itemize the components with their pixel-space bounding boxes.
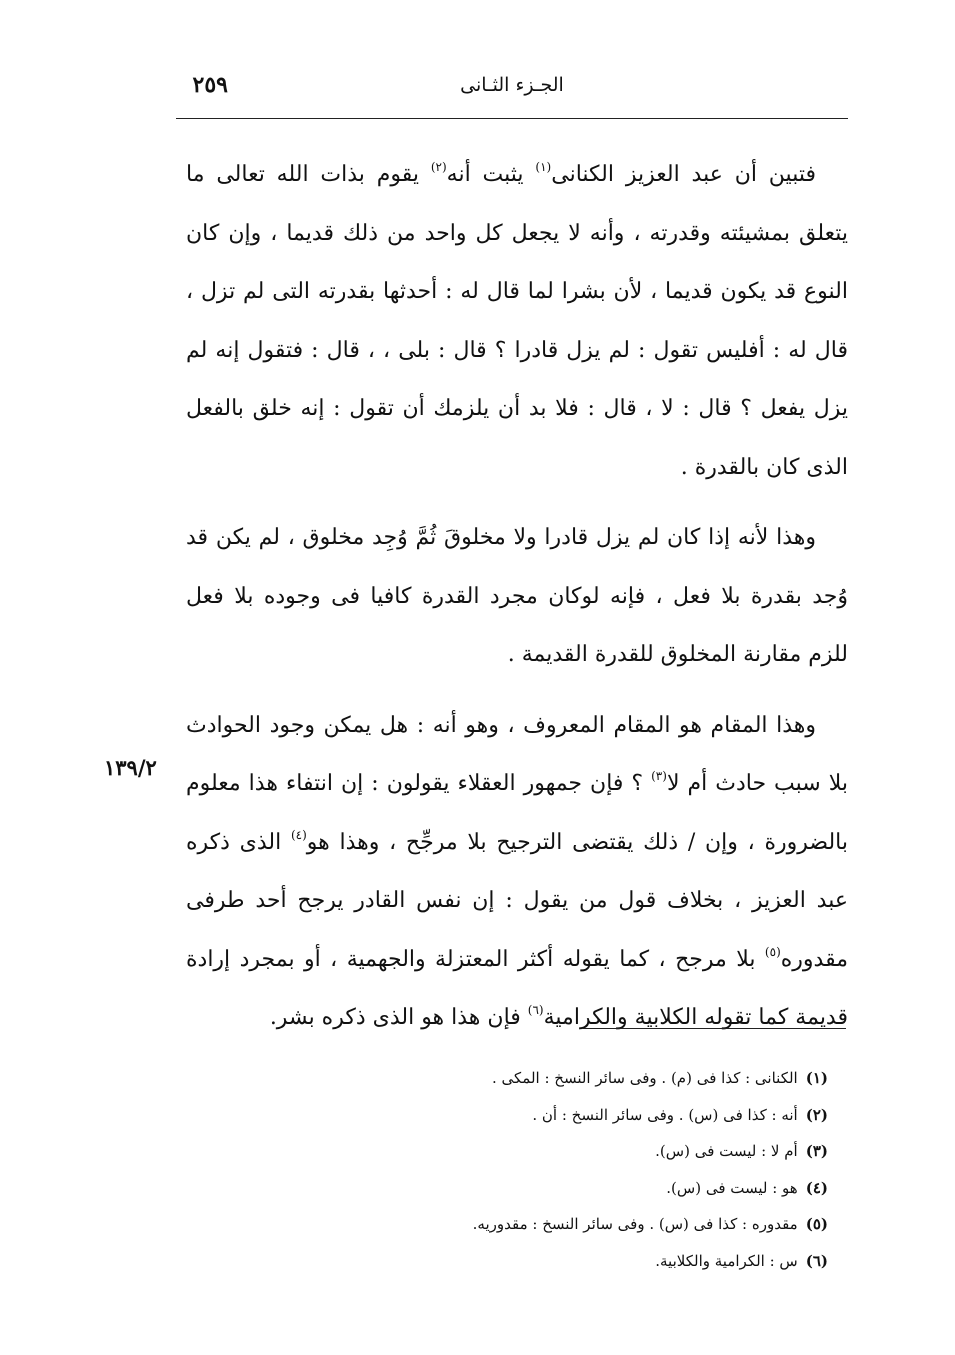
- footnote-1: [380, 1060, 828, 1097]
- manuscript-folio-reference: ١٣٩/٢: [104, 755, 157, 780]
- footnote-marker-5: (٥): [764, 944, 781, 959]
- text-segment: الذى ذكره عبد العزيز ، بخلاف قول من يقول : إن نفس القادر يرجح أحد طرفى مقدوره: [186, 829, 848, 972]
- footnote-number: (٦): [805, 1251, 828, 1270]
- footnote-text: هو : ليست فى (س).: [666, 1178, 798, 1197]
- page-header: [176, 70, 848, 106]
- text-segment: بلا مرجح ، كما يقوله أكثر المعتزلة والجهمية ، أو بمجرد إرادة قديمة كما تقوله الكلابية والكرامية: [186, 946, 848, 1030]
- footnote-4: [380, 1170, 828, 1207]
- footnote-3: [380, 1133, 828, 1170]
- footnote-marker-2: (٢): [430, 160, 447, 174]
- footnote-divider: [583, 1028, 846, 1029]
- footnote-number: (١): [805, 1069, 828, 1087]
- paragraph-1: [186, 146, 848, 497]
- page-number: ٢٥٩: [192, 72, 228, 98]
- footnote-2: [380, 1097, 828, 1134]
- footnote-text: الكنانى : كذا فى (م) . وفى سائر النسخ : المكى .: [491, 1069, 798, 1087]
- footnote-marker-4: (٤): [290, 827, 307, 842]
- footnote-text: مقدوره : كذا فى (س) . وفى سائر النسخ : مقدوريه.: [472, 1215, 798, 1233]
- running-title: الجـزء الثـانى: [460, 74, 564, 96]
- text-segment: فتبين أن عبد العزيز الكنانى: [551, 162, 816, 187]
- footnote-number: (٥): [805, 1215, 828, 1233]
- text-segment: فإن هذا هو الذى ذكره بشر.: [269, 1005, 528, 1030]
- text-segment: يقوم بذات الله تعالى ما يتعلق بمشيئته وقدرته ، وأنه لا يجعل كل واحد من ذلك قديما ، وإن كان النوع قد يكون قديما ، لأن بشرا لما قال له : أحدثها بقدرته التى لم تزل ، قال له : أفليس تقول : لم يزل قادرا ؟ قال : بلى ، ، قال : فتقول إنه لم يزل يفعل ؟ قال : لا ، قال : فلا بد أن يلزمك أن تقول : إنه خلق بالفعل الذى كان بالقدرة .: [186, 162, 848, 480]
- header-divider: [176, 118, 848, 119]
- footnote-marker-6: (٦): [527, 1003, 544, 1017]
- text-segment: يثبت أنه: [446, 162, 536, 187]
- text-segment: ؟ فإن جمهور العقلاء يقولون : إن انتفاء هذا معلوم بالضرورة ، وإن / ذلك يقتضى الترجيح بلا مرجِّح ، وهذا هو: [186, 771, 848, 855]
- paragraph-3: [186, 697, 848, 1048]
- footnote-marker-1: (١): [535, 160, 552, 174]
- footnote-5: [380, 1206, 828, 1243]
- main-text: [186, 146, 848, 1048]
- footnote-number: (٣): [805, 1142, 828, 1160]
- footnote-text: أنه : كذا فى (س) . وفى سائر النسخ : أن .: [532, 1105, 798, 1124]
- paragraph-2: [186, 509, 848, 685]
- text-segment: وهذا المقام هو المقام المعروف ، وهو أنه : هل يمكن وجود الحوادث بلا سبب حادث أم لا: [186, 712, 848, 796]
- text-segment: وهذا لأنه إذا كان لم يزل قادرا ولا مخلوقَ ثُمَّ وُجِد مخلوق ، لم يكن قد وُجد بقدرة بلا فعل ، فإنه لوكان مجرد القدرة كافيا فى وجوده بلا فعل للزم مقارنة المخلوق للقدرة القديمة .: [186, 525, 848, 667]
- footnote-text: أم لا : ليست فى (س).: [655, 1142, 798, 1160]
- footnote-number: (٤): [805, 1178, 828, 1197]
- footnote-6: [380, 1243, 828, 1280]
- footnote-marker-3: (٣): [651, 769, 667, 783]
- footnote-number: (٢): [805, 1105, 828, 1124]
- footnotes: [380, 1060, 828, 1279]
- footnote-text: س : الكرامية والكلابية.: [655, 1251, 798, 1270]
